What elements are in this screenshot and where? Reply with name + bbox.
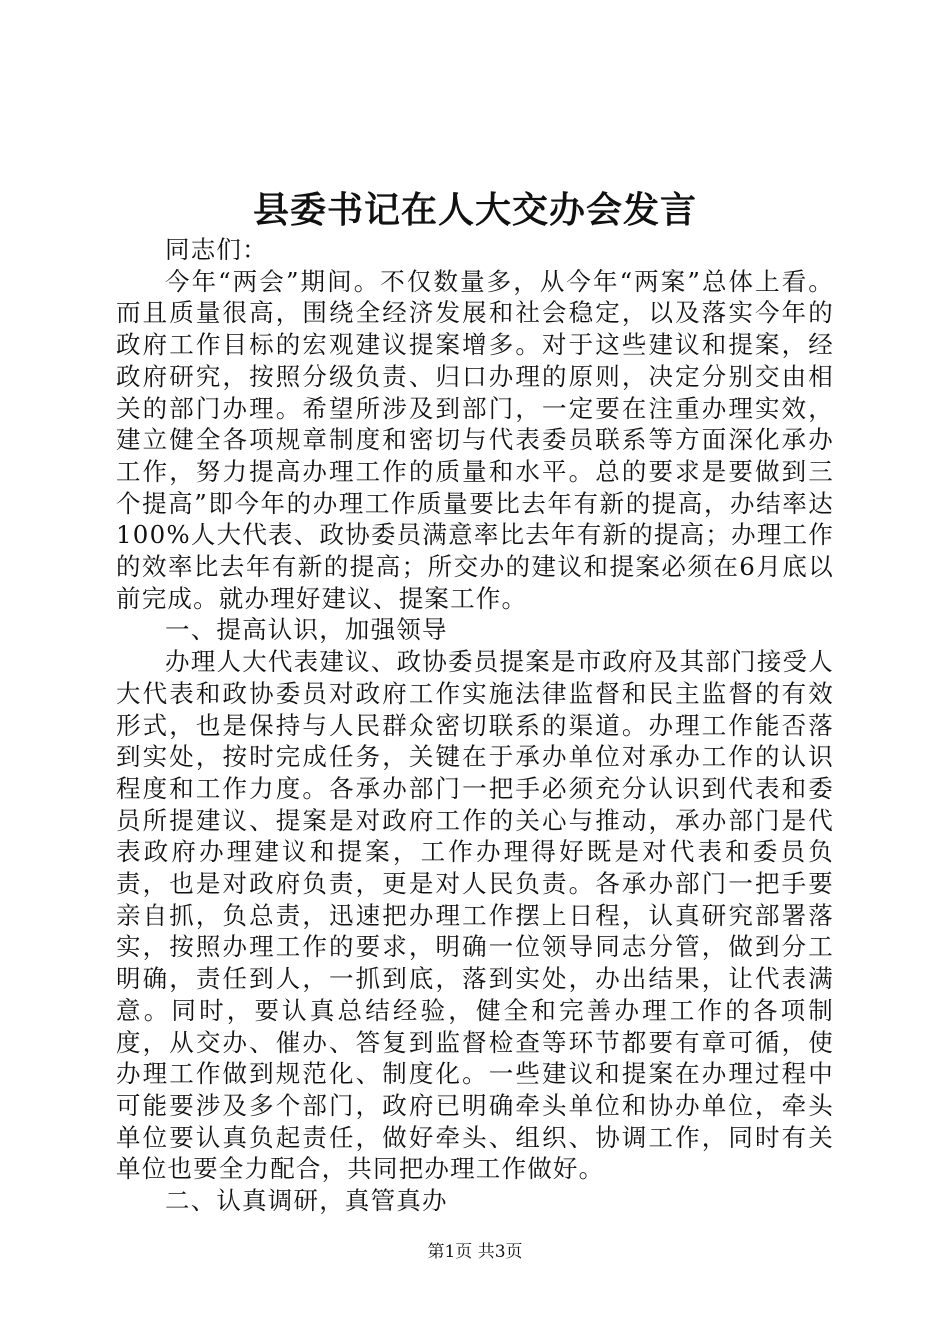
salutation: 同志们：	[165, 235, 268, 264]
paragraph-section-1: 办理人大代表建议、政协委员提案是市政府及其部门接受人大代表和政协委员对政府工作实施法律监督和民主监督的有效形式，也是保持与人民群众密切联系的渠道。办理工作能否落到实处，按时完成任务，关键在于承办单位对承办工作的认识程度和工作力度。各承办部门一把手必须充分认识到代表和委员所提建议、提案是对政府工作的关心与推动，承办部门是代表政府办理建议和提案，工作办理得好既是对代表和委员负责，也是对政府负责，更是对人民负责。各承办部门一把手要亲自抓，负总责，迅速把办理工作摆上日程，认真研究部署落实，按照办理工作的要求，明确一位领导同志分管，做到分工明确，责任到人，一抓到底，落到实处，办出结果，让代表满意。同时，要认真总结经验，健全和完善办理工作的各项制度，从交办、催办、答复到监督检查等环节都要有章可循，使办理工作做到规范化、制度化。一些建议和提案在办理过程中可能要涉及多个部门，政府已明确牵头单位和协办单位，牵头单位要认真负起责任，做好牵头、组织、协调工作，同时有关单位也要全力配合，共同把办理工作做好。	[116, 647, 834, 1184]
paragraph-intro: 今年“两会”期间。不仅数量多，从今年“两案”总体上看。而且质量很高，围绕全经济发展和社会稳定，以及落实今年的政府工作目标的宏观建议提案增多。对于这些建议和提案，经政府研究，按照分级负责、归口办理的原则，决定分别交由相关的部门办理。希望所涉及到部门，一定要在注重办理实效，建立健全各项规章制度和密切与代表委员联系等方面深化承办工作，努力提高办理工作的质量和水平。总的要求是要做到三个提高”即今年的办理工作质量要比去年有新的提高，办结率达100%人大代表、政协委员满意率比去年有新的提高；办理工作的效率比去年有新的提高；所交办的建议和提案必须在6月底以前完成。就办理好建议、提案工作。	[116, 266, 834, 613]
page-number-footer: 第1页 共3页	[427, 1242, 523, 1262]
section-heading-2: 二、认真调研，真管真办	[165, 1186, 448, 1216]
document-title: 县委书记在人大交办会发言	[252, 189, 697, 231]
section-heading-1: 一、提高认识，加强领导	[165, 615, 448, 645]
document-body	[116, 234, 834, 1217]
